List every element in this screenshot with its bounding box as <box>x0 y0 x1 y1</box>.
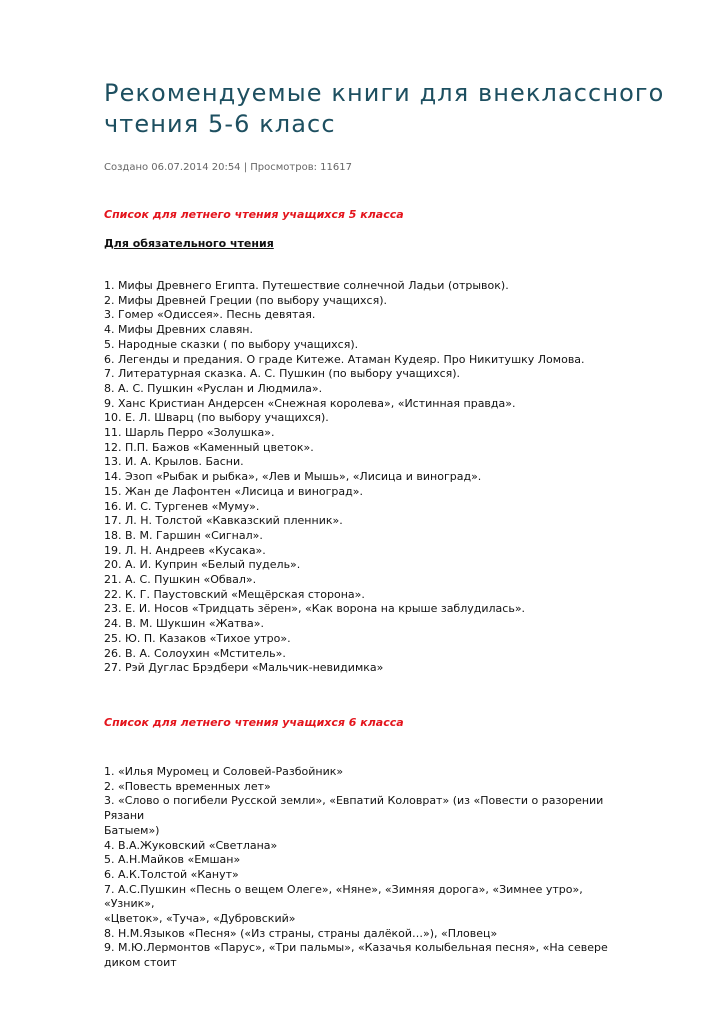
page-title <box>104 78 694 140</box>
list-item: 2. Мифы Древней Греции (по выбору учащихся). <box>104 293 387 307</box>
list-item: 17. Л. Н. Толстой «Кавказский пленник». <box>104 514 343 528</box>
page-title-line-2: чтения 5-6 класс <box>104 110 336 138</box>
list-item: 7. А.С.Пушкин «Песнь о вещем Олеге», «Няне», «Зимняя дорога», «Зимнее утро», <box>104 882 583 896</box>
list-item: 20. А. И. Куприн «Белый пудель». <box>104 558 301 572</box>
section-5-book-list <box>104 279 694 676</box>
list-item: 16. И. С. Тургенев «Муму». <box>104 499 260 513</box>
document-page <box>104 78 694 971</box>
list-item: 12. П.П. Бажов «Каменный цветок». <box>104 440 314 454</box>
list-item: диком стоит <box>104 956 177 970</box>
list-item: 23. Е. И. Носов «Тридцать зёрен», «Как ворона на крыше заблудилась». <box>104 602 526 616</box>
list-item: 5. Народные сказки ( по выбору учащихся). <box>104 337 359 351</box>
list-item: 8. А. С. Пушкин «Руслан и Людмила». <box>104 381 323 395</box>
list-item: 3. «Слово о погибели Русской земли», «Евпатий Коловрат» (из «Повести о разорении <box>104 794 604 808</box>
list-item: 21. А. С. Пушкин «Обвал». <box>104 573 257 587</box>
list-item: 1. «Илья Муромец и Соловей-Разбойник» <box>104 764 344 778</box>
list-item: 24. В. М. Шукшин «Жатва». <box>104 617 265 631</box>
list-item: Рязани <box>104 809 145 823</box>
list-item: 27. Рэй Дуглас Брэдбери «Мальчик-невидимка» <box>104 661 384 675</box>
list-item: 6. Легенды и предания. О граде Китеже. Атаман Кудеяр. Про Никитушку Ломова. <box>104 352 585 366</box>
section-6-heading: Список для летнего чтения учащихся 6 класса <box>104 715 404 729</box>
list-item: 8. Н.М.Языков «Песня» («Из страны, страны далёкой…»), «Пловец» <box>104 926 498 940</box>
list-item: 6. А.К.Толстой «Канут» <box>104 867 239 881</box>
list-item: 3. Гомер «Одиссея». Песнь девятая. <box>104 308 316 322</box>
list-item: 4. В.А.Жуковский «Светлана» <box>104 838 278 852</box>
page-title-line-1: Рекомендуемые книги для внеклассного <box>104 79 665 107</box>
list-item: Батыем») <box>104 823 160 837</box>
list-item: 18. В. М. Гаршин «Сигнал». <box>104 528 263 542</box>
list-item: «Цветок», «Туча», «Дубровский» <box>104 912 296 926</box>
list-item: 26. В. А. Солоухин «Мститель». <box>104 646 286 660</box>
list-item: 15. Жан де Лафонтен «Лисица и виноград». <box>104 484 363 498</box>
section-6-book-list <box>104 765 694 971</box>
list-item: 10. Е. Л. Шварц (по выбору учащихся). <box>104 411 329 425</box>
list-item: 1. Мифы Древнего Египта. Путешествие солнечной Ладьи (отрывок). <box>104 279 509 292</box>
list-item: 9. Ханс Кристиан Андерсен «Снежная королева», «Истинная правда». <box>104 396 516 410</box>
list-item: 19. Л. Н. Андреев «Кусака». <box>104 543 266 557</box>
list-item: 9. М.Ю.Лермонтов «Парус», «Три пальмы», «Казачья колыбельная песня», «На севере <box>104 941 608 955</box>
list-item: 4. Мифы Древних славян. <box>104 323 253 337</box>
list-item: 14. Эзоп «Рыбак и рыбка», «Лев и Мышь», «Лисица и виноград». <box>104 470 482 484</box>
list-item: 13. И. А. Крылов. Басни. <box>104 455 244 469</box>
list-item: 7. Литературная сказка. А. С. Пушкин (по выбору учащихся). <box>104 367 461 381</box>
list-item: 11. Шарль Перро «Золушка». <box>104 426 275 440</box>
list-item: «Узник», <box>104 897 155 911</box>
list-item: 5. А.Н.Майков «Емшан» <box>104 853 241 867</box>
list-item: 22. К. Г. Паустовский «Мещёрская сторона». <box>104 587 365 601</box>
article-meta: Создано 06.07.2014 20:54 | Просмотров: 11617 <box>104 162 352 173</box>
section-5-subheading: Для обязательного чтения <box>104 237 274 250</box>
list-item: 25. Ю. П. Казаков «Тихое утро». <box>104 631 291 645</box>
list-item: 2. «Повесть временных лет» <box>104 779 271 793</box>
section-5-heading: Список для летнего чтения учащихся 5 класса <box>104 208 404 221</box>
